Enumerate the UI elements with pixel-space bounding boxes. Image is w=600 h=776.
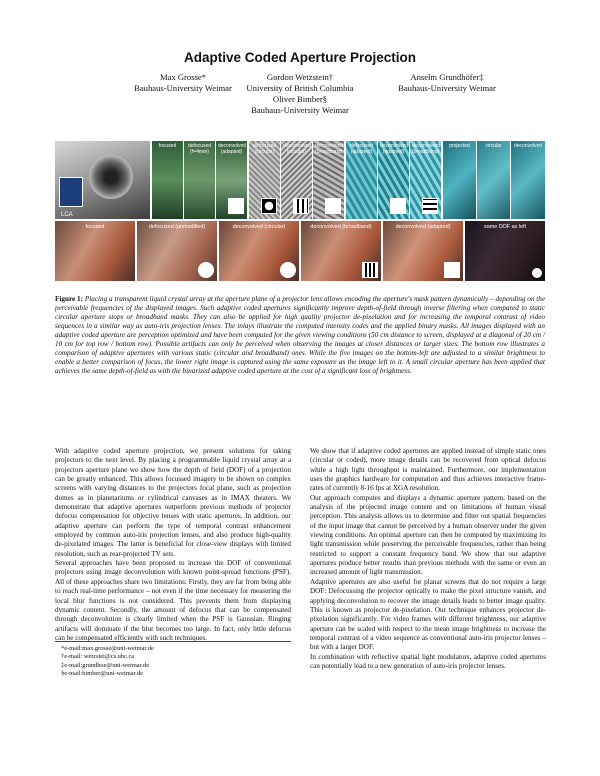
top-image-10	[443, 141, 476, 219]
bottom-image-3	[219, 221, 299, 281]
footnotes	[55, 641, 291, 679]
paragraph: With adaptive coded aperture projection, we present solutions for taking projectors to the next level. By placing a programmable liquid crystal array at a projectors aperture plane we show how the depth of field (DOF) of a projection can be greatly enhanced. This allows focussed imagery to be shown on complex screens with varying distances to the projectors focal plane, such as projection domes as in planetariums or cylindrical canvases as in IMAX theaters. We demonstrate that adaptive apertures outperform previous methods of projector defocus compensation for objective lenses with static apertures. In addition, our adaptive aperture can perform the type of temporal contrast enhancement employed by common auto-iris projection lenses, and also produce high-quality de-pixelated images. The latter is beneficial for close-view displays with limited resolution, such as rear-projected TV sets.	[55, 447, 291, 558]
author-name: Gordon Wetzstein†	[266, 72, 334, 82]
image-label: defocused (circular)	[252, 143, 277, 155]
image-label: defocused (f=4mm)	[187, 143, 212, 155]
image-label: deconvolved (adapted)	[380, 143, 409, 155]
author-name: Max Grosse*	[159, 72, 207, 82]
image-label: focused	[158, 143, 177, 149]
author-block-2	[225, 72, 375, 116]
top-image-9	[410, 141, 441, 219]
image-label: defocused (unmodified)	[148, 224, 206, 230]
image-label: deconvolved	[513, 143, 543, 149]
figure-caption	[55, 295, 545, 376]
author-affiliation: Bauhaus-University Weimar	[251, 105, 349, 115]
aperture-inset	[325, 198, 341, 214]
top-image-6	[313, 141, 344, 219]
aperture-inset	[280, 262, 296, 278]
author-affiliation: Bauhaus-University Weimar	[398, 83, 496, 93]
author-name: Anselm Grundhöfer‡	[410, 72, 484, 82]
top-image-4	[249, 141, 280, 219]
image-label: deconvolved (adapted)	[218, 143, 247, 155]
bottom-image-6	[465, 221, 545, 281]
image-label: deconvolved (broadband)	[412, 143, 441, 155]
footnote: §e-mail:bimber@uni-weimar.de	[61, 670, 144, 678]
aperture-inset	[362, 262, 378, 278]
right-column	[310, 447, 546, 671]
projector-lens	[89, 155, 133, 199]
aperture-inset	[293, 198, 309, 214]
top-image-7	[346, 141, 377, 219]
projector-photo	[55, 141, 150, 219]
left-column	[55, 447, 291, 643]
lcd-array-photo	[59, 177, 83, 207]
aperture-inset	[390, 198, 406, 214]
top-image-8	[378, 141, 409, 219]
top-image-3	[216, 141, 247, 219]
image-label: focused	[85, 224, 105, 230]
top-image-5	[281, 141, 312, 219]
image-label: deconvolved (broadband)	[310, 224, 372, 230]
teaser-figure	[55, 141, 545, 281]
caption-text: Placing a transparent liquid crystal array at the aperture plane of a projector lens allows encoding the aperture's mask pattern dynamically – depending on the perceivable frequencies of the displayed images. Such adaptive coded apertures significantly improve depth-of-field through inverse filtering when compared to static circular aperture stops or broadband masks. They can also be applied for high quality projector de-pixelation and for increasing the temporal contrast of video sequences in a similar way as auto-iris projection lenses. The inlays illustrate the computed intensity codes and the applied binary masks. All images displayed with an adaptive coded aperture are perception optimized and have been computed for the given viewing conditions (50 cm distance to screen, displayed at a diagonal of 20 cm / 10 cm for top row / bottom row). Possible artifacts can only be perceived when observing the images at closer distances or larger sizes. The bottom row illustrates a comparison of adaptive apertures with various static (circular and broadband) ones. While the five images on the bottom-left are adjusted to a similar brightness to enable a better comparison of focus, the lower right image is captured using the same exposure as the image left to it. A small circular aperture has been applied that achieves the same depth-of-field as with the binarized adaptive coded aperture at the cost of a significant loss of brightness.	[55, 295, 546, 376]
image-label: same DOF as left	[484, 224, 526, 230]
footnote: ‡e-mail:grundhoe@uni-weimar.de	[61, 661, 150, 669]
paragraph: In combination with reflective spatial light modulators, adaptive coded apertures can potentially lead to a new generation of auto-iris projector lenses.	[310, 652, 546, 670]
author-block-3	[372, 72, 522, 94]
image-label: deconvolved (broadband)	[315, 143, 344, 155]
top-image-12	[511, 141, 545, 219]
image-label: projected	[449, 143, 470, 149]
bottom-image-2	[137, 221, 217, 281]
aperture-inset	[422, 198, 438, 214]
aperture-inset	[444, 262, 460, 278]
paragraph: Adaptive apertures are also useful for planar screens that do not require a large DOF: Defocussing the projector optically to make the pixel structure vanish, and applying deconvolution to recover the image details leads to better image quality. This is known as projector de-pixelation. Our technique enhances projector de-pixelation significantly. For video frames with different brightness, our adaptive aperture can be scaled with respect to the mean image brightness to increase the temporal contrast of a video sequence as conventional auto-iris projector lenses – but with a larger DOF.	[310, 577, 546, 652]
bottom-image-4	[301, 221, 381, 281]
bottom-image-5	[383, 221, 463, 281]
footnote: †e-mail: wetzstei@cs.ubc.ca	[61, 653, 135, 661]
image-label: deconvolved (adapted)	[395, 224, 451, 230]
image-label: defocused (adapted)	[349, 143, 374, 155]
paper-title: Adaptive Coded Aperture Projection	[183, 50, 417, 65]
aperture-inset	[228, 198, 244, 214]
top-image-2	[184, 141, 215, 219]
footnote: *e-mail:max.grosse@uni-weimar.de	[61, 645, 154, 652]
author-affiliation: Bauhaus-University Weimar	[134, 83, 232, 93]
image-label: circular	[485, 143, 502, 149]
image-label: deconvolved (circular)	[232, 224, 286, 230]
paragraph: Our approach computes and displays a dynamic aperture pattern, based on the analysis of the projected image content and on limitations of human visual perception. This analysis allows us to determine and filter out spatial frequencies of the input image that cannot be perceived by a human observer under the given viewing conditions. An optimal aperture can then be computed by maximizing its light transmission while preserving the perceivable frequencies, rather than being restricted to support a constant frequency band. We show that our adaptive apertures produce better results than previous methods with the same or even an increased amount of light transmission.	[310, 493, 546, 577]
author-name: Oliver Bimber§	[272, 94, 328, 104]
top-image-11	[477, 141, 510, 219]
paragraph: We show that if adaptive coded apertures are applied instead of simple static ones (circular or coded), more image details can be recovered from optical defocus while a high light throughput is maintained. Furthermore, our implementation uses the graphics hardware for computation and thus achieves interactive frame-rates of currently 8-16 fps at XGA resolution.	[310, 447, 546, 493]
aperture-inset	[261, 198, 277, 214]
author-affiliation: University of British Columbia	[246, 83, 354, 93]
top-image-1	[152, 141, 183, 219]
paragraph: Several approaches have been proposed to increase the DOF of conventional projectors using image deconvolution with known point-spread functions (PSF). All of these approaches share two limitations: Firstly, they are far from being able to reach real-time performance – not even if the time necessary for measuring the local blur functions is not considered. This prevents them from displaying dynamic content. Secondly, the amount of defocus that can be compensated through deconvolution is clearly limited when the PSF is Gaussian. Ringing artifacts will dominate if the blur becomes too large. In fact, only little defocus can be compensated efficiently with such techniques.	[55, 559, 291, 642]
caption-label: Figure 1:	[55, 295, 84, 303]
lca-label: LCA	[61, 212, 73, 218]
image-label: deconvolved (circular)	[283, 143, 312, 155]
bottom-image-1	[55, 221, 135, 281]
aperture-inset	[532, 268, 542, 278]
aperture-inset	[198, 262, 214, 278]
